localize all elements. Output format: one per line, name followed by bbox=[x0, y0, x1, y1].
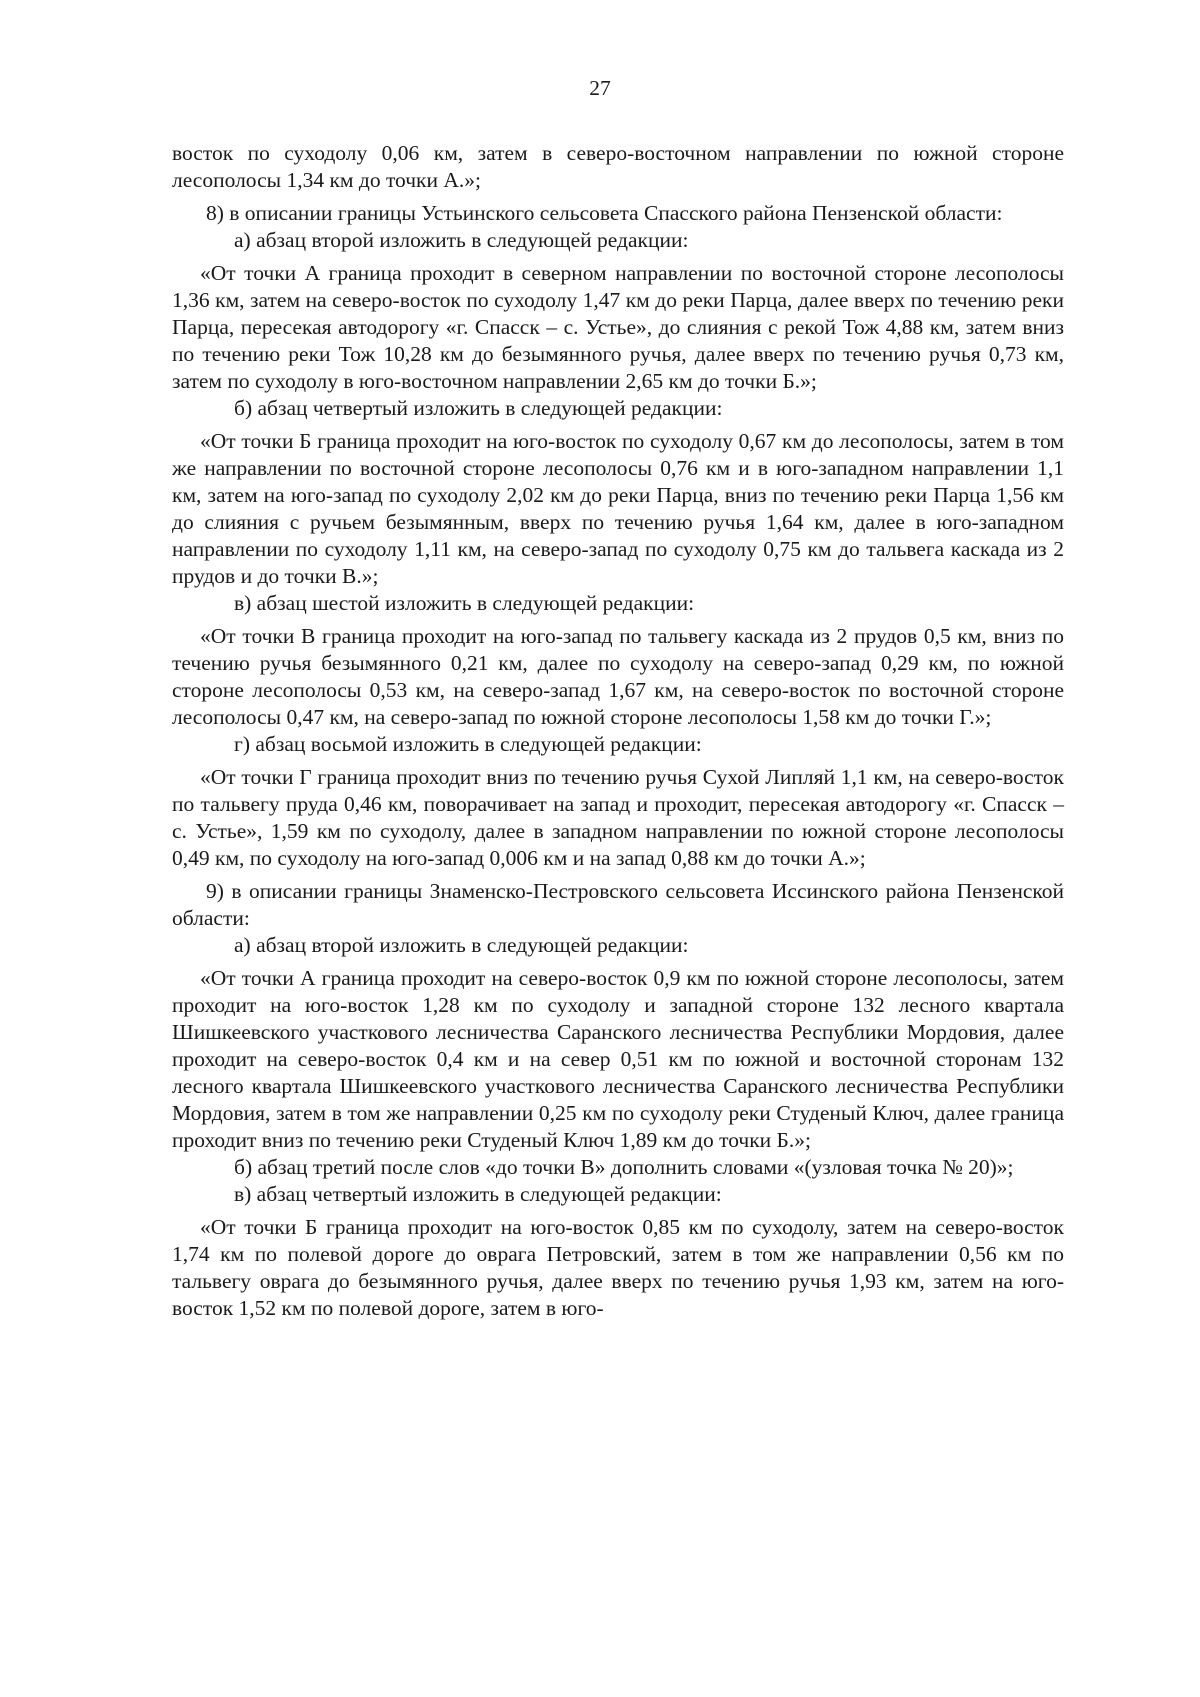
quoted-paragraph: «От точки А граница проходит в северном направлении по восточной стороне лесополосы 1,36 км, затем на северо-восток по суходолу 1,47 км до реки Парца, далее вверх по течению реки Парца, пересекая автодорогу «г. Спасск – с. Устье», до слияния с рекой Тож 4,88 км, затем вниз по течению реки Тож 10,28 км до безымянного ручья, далее вверх по течению ручья 0,73 км, затем по суходолу в юго-восточном направлении 2,65 км до точки Б.»; bbox=[172, 261, 1064, 393]
subitem-a: а) абзац второй изложить в следующей редакции: bbox=[234, 228, 689, 252]
paragraph-continuation: восток по суходолу 0,06 км, затем в северо-восточном направлении по южной стороне лесополосы 1,34 км до точки А.»; bbox=[172, 141, 1064, 192]
quoted-paragraph: «От точки Г граница проходит вниз по течению ручья Сухой Липляй 1,1 км, на северо-восток по тальвегу пруда 0,46 км, поворачивает на запад и проходит, пересекая автодорогу «г. Спасск – с. Устье», 1,59 км по суходолу, далее в западном направлении по южной стороне лесополосы 0,49 км, по суходолу на юго-запад 0,006 км и на запад 0,88 км до точки А.»; bbox=[172, 765, 1064, 870]
page-number: 27 bbox=[589, 76, 611, 100]
subitem-v: в) абзац шестой изложить в следующей редакции: bbox=[234, 591, 695, 615]
document-body bbox=[172, 140, 1064, 1322]
quoted-paragraph: «От точки Б граница проходит на юго-восток 0,85 км по суходолу, затем на северо-восток 1,74 км по полевой дороге до оврага Петровский, затем в том же направлении 0,56 км по тальвегу оврага до безымянного ручья, далее вверх по течению ручья 1,93 км, затем на юго-восток 1,52 км по полевой дороге, затем в юго- bbox=[172, 1215, 1064, 1320]
quoted-paragraph: «От точки А граница проходит на северо-восток 0,9 км по южной стороне лесополосы, затем проходит на юго-восток 1,28 км по суходолу и западной стороне 132 лесного квартала Шишкеевского участкового лесничества Саранского лесничества Республики Мордовия, далее проходит на северо-восток 0,4 км и на север 0,51 км по южной и восточной сторонам 132 лесного квартала Шишкеевского участкового лесничества Саранского лесничества Республики Мордовия, затем в том же направлении 0,25 км по суходолу реки Студеный Ключ, далее граница проходит вниз по течению реки Студеный Ключ 1,89 км до точки Б.»; bbox=[172, 966, 1064, 1152]
quoted-paragraph: «От точки В граница проходит на юго-запад по тальвегу каскада из 2 прудов 0,5 км, вниз по течению ручья безымянного 0,21 км, далее по суходолу на северо-запад 0,29 км, по южной стороне лесополосы 0,53 км, на северо-запад 1,67 км, на северо-восток по восточной стороне лесополосы 0,47 км, на северо-запад по южной стороне лесополосы 1,58 км до точки Г.»; bbox=[172, 624, 1064, 729]
subitem-g: г) абзац восьмой изложить в следующей редакции: bbox=[234, 732, 702, 756]
subitem-v: в) абзац четвертый изложить в следующей редакции: bbox=[234, 1182, 722, 1206]
list-item-8: 8) в описании границы Устьинского сельсовета Спасского района Пензенской области: bbox=[206, 201, 1003, 225]
quoted-paragraph: «От точки Б граница проходит на юго-восток по суходолу 0,67 км до лесополосы, затем в том же направлении по восточной стороне лесополосы 0,76 км и в юго-западном направлении 1,1 км, затем на юго-запад по суходолу 2,02 км до реки Парца, вниз по течению реки Парца 1,56 км до слияния с ручьем безымянным, вверх по течению ручья 1,64 км, далее в юго-западном направлении по суходолу 1,11 км, на северо-запад по суходолу 0,75 км до тальвега каскада из 2 прудов и до точки В.»; bbox=[172, 429, 1064, 588]
subitem-a: а) абзац второй изложить в следующей редакции: bbox=[234, 933, 689, 957]
subitem-b: б) абзац четвертый изложить в следующей редакции: bbox=[234, 396, 723, 420]
list-item-9: 9) в описании границы Знаменско-Пестровского сельсовета Иссинского района Пензенской области: bbox=[172, 879, 1064, 930]
subitem-b: б) абзац третий после слов «до точки В» дополнить словами «(узловая точка № 20)»; bbox=[234, 1155, 1014, 1179]
